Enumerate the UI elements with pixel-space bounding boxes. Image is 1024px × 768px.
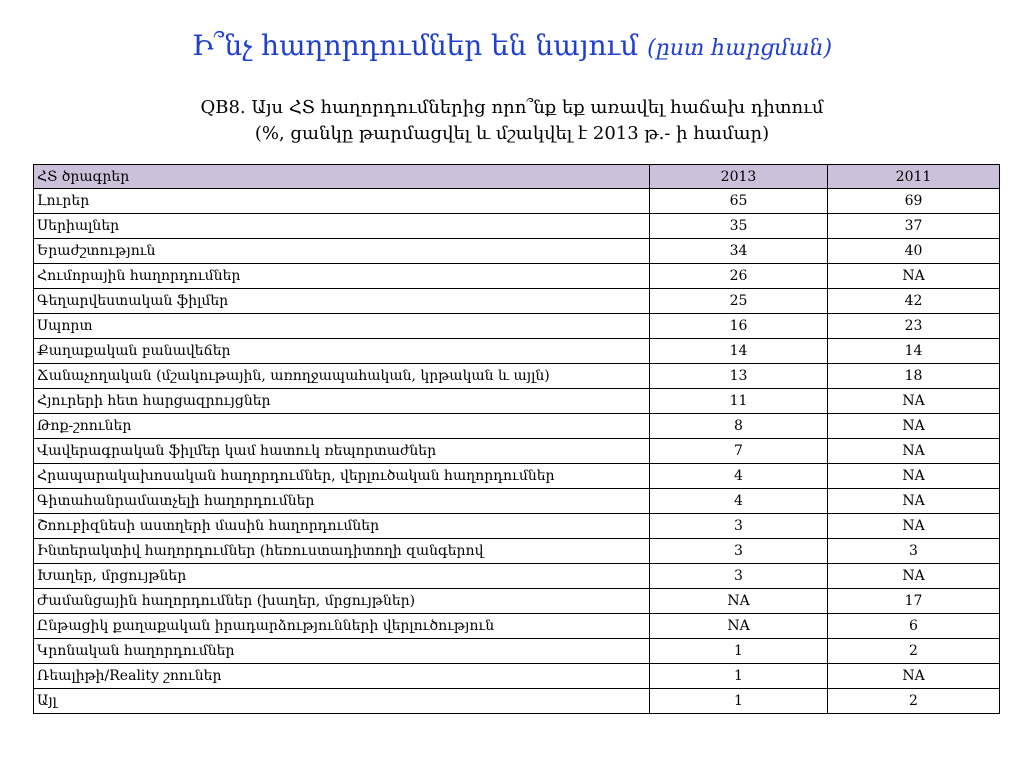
program-name-cell: Հրապարակախոսական հաղորդումներ, վերլուծական հաղորդումներ [34,464,650,489]
program-name-cell: Գեղարվեստական ֆիլմեր [34,289,650,314]
table-row [34,364,1000,389]
program-name-cell: Քաղաքական բանավեճեր [34,339,650,364]
data-table [33,164,1000,714]
question-line-1: QB8. Այս ՀՏ հաղորդումներից որո՞նք եք առավել հաճախ դիտում [200,97,824,118]
program-name-cell: Ընթացիկ քաղաքական իրադարձությունների վերլուծություն [34,614,650,639]
table-row [34,439,1000,464]
program-name-cell: Սերիալներ [34,214,650,239]
table-row [34,464,1000,489]
program-name-cell: Ժամանցային հաղորդումներ (խաղեր, մրցույթներ) [34,589,650,614]
program-name-cell: Սպորտ [34,314,650,339]
table-row [34,689,1000,714]
value-2011-cell: NA [828,414,1000,439]
program-name-cell: Ինտերակտիվ հաղորդումներ (հեռուստադիտողի զանգերով [34,539,650,564]
value-2013-cell: 34 [650,239,828,264]
table-row [34,314,1000,339]
program-name-cell: Կրոնական հաղորդումներ [34,639,650,664]
value-2013-cell: 65 [650,189,828,214]
value-2013-cell: 8 [650,414,828,439]
program-name-cell: Վավերագրական ֆիլմեր կամ հատուկ ռեպորտաժներ [34,439,650,464]
value-2013-cell: 1 [650,664,828,689]
value-2011-cell: NA [828,464,1000,489]
table-row [34,589,1000,614]
program-name-cell: Ռեալիթի/Reality շոուներ [34,664,650,689]
table-row [34,639,1000,664]
program-name-cell: Ճանաչողական (մշակութային, առողջապահական, կրթական և այլն) [34,364,650,389]
program-name-cell: Խաղեր, մրցույթներ [34,564,650,589]
table-row [34,564,1000,589]
value-2011-cell: 42 [828,289,1000,314]
value-2011-cell: NA [828,489,1000,514]
value-2011-cell: 2 [828,639,1000,664]
value-2011-cell: NA [828,439,1000,464]
value-2013-cell: 3 [650,564,828,589]
title-sub: (ըստ հարցման) [647,36,833,61]
table-row [34,339,1000,364]
table-row [34,214,1000,239]
title-main: Ի՞նչ հաղորդումներ են նայում [191,29,639,62]
value-2013-cell: 4 [650,464,828,489]
value-2011-cell: NA [828,264,1000,289]
value-2013-cell: 7 [650,439,828,464]
value-2013-cell: 35 [650,214,828,239]
table-row [34,389,1000,414]
value-2011-cell: NA [828,564,1000,589]
header-2013: 2013 [650,165,828,189]
value-2013-cell: 1 [650,689,828,714]
value-2013-cell: 13 [650,364,828,389]
value-2013-cell: 1 [650,639,828,664]
value-2013-cell: 11 [650,389,828,414]
table-row [34,514,1000,539]
table-row [34,414,1000,439]
value-2013-cell: 3 [650,539,828,564]
value-2011-cell: NA [828,664,1000,689]
program-name-cell: Գիտահանրամատչելի հաղորդումներ [34,489,650,514]
header-programs: ՀՏ ծրագրեր [34,165,650,189]
value-2013-cell: 14 [650,339,828,364]
value-2013-cell: 25 [650,289,828,314]
value-2013-cell: NA [650,614,828,639]
table-body [34,189,1000,714]
value-2013-cell: NA [650,589,828,614]
table-row [34,289,1000,314]
value-2013-cell: 26 [650,264,828,289]
program-name-cell: Թոք-շոուներ [34,414,650,439]
value-2013-cell: 3 [650,514,828,539]
value-2011-cell: 23 [828,314,1000,339]
program-name-cell: Հումորային հաղորդումներ [34,264,650,289]
program-name-cell: Երաժշտություն [34,239,650,264]
value-2011-cell: 69 [828,189,1000,214]
program-name-cell: Լուրեր [34,189,650,214]
value-2011-cell: 40 [828,239,1000,264]
table-row [34,614,1000,639]
question-text [0,95,1024,147]
program-name-cell: Այլ [34,689,650,714]
question-line-2: (%, ցանկը թարմացվել և մշակվել է 2013 թ.- ի համար) [254,123,770,144]
table-row [34,264,1000,289]
value-2011-cell: 37 [828,214,1000,239]
header-2011: 2011 [828,165,1000,189]
value-2011-cell: 14 [828,339,1000,364]
table-row [34,664,1000,689]
value-2013-cell: 16 [650,314,828,339]
program-name-cell: Հյուրերի հետ հարցազրույցներ [34,389,650,414]
program-name-cell: Շոուբիզնեսի աստղերի մասին հաղորդումներ [34,514,650,539]
value-2011-cell: 2 [828,689,1000,714]
value-2011-cell: NA [828,389,1000,414]
value-2011-cell: 3 [828,539,1000,564]
table-row [34,189,1000,214]
table-header-row [34,165,1000,189]
table-row [34,539,1000,564]
table-row [34,489,1000,514]
table-row [34,239,1000,264]
value-2011-cell: 17 [828,589,1000,614]
value-2011-cell: 6 [828,614,1000,639]
value-2011-cell: 18 [828,364,1000,389]
page-title [0,26,1024,69]
value-2013-cell: 4 [650,489,828,514]
value-2011-cell: NA [828,514,1000,539]
